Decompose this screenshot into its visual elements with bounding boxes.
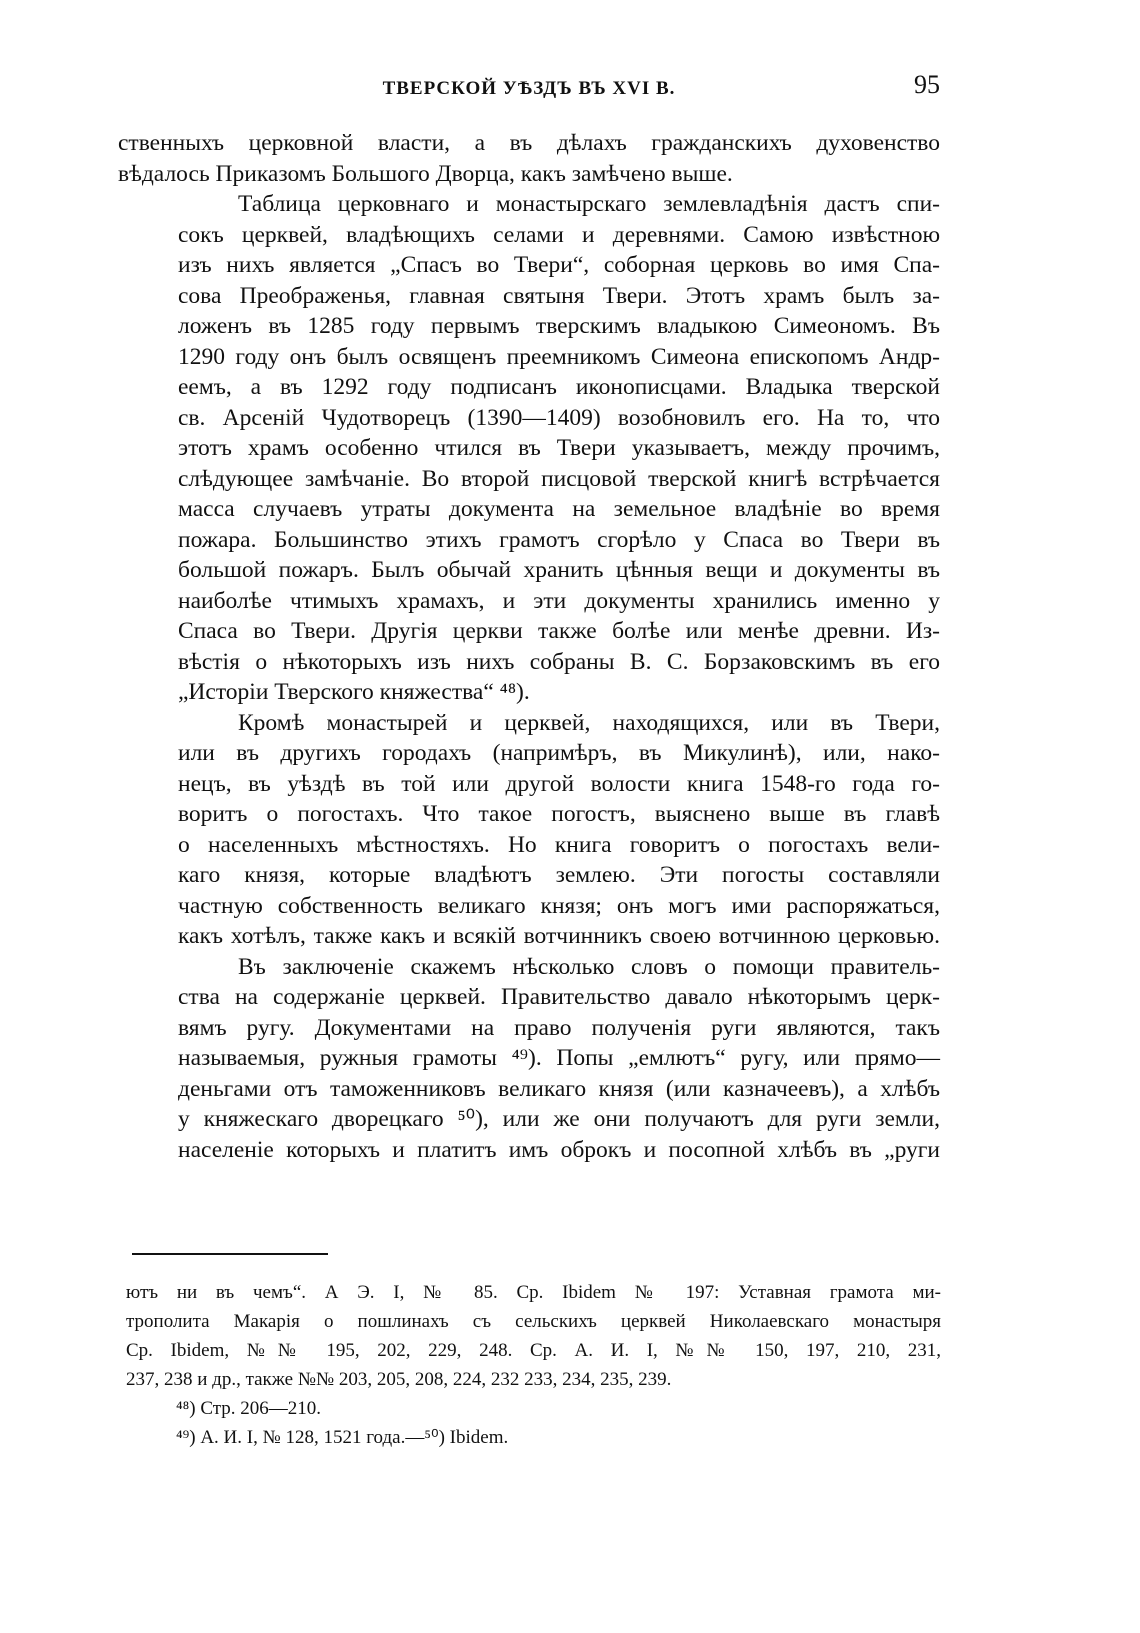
- body-text: [118, 128, 940, 1165]
- paragraph: [118, 708, 940, 952]
- text-line: св. Арсеній Чудотворецъ (1390—1409) возобновилъ его. На то, что: [178, 404, 940, 431]
- paragraph: [118, 128, 940, 189]
- text-line: воритъ о погостахъ. Что такое погостъ, выяснено выше въ главѣ: [178, 801, 940, 827]
- footnote-line: Ср. Ibidem, №№ 195, 202, 229, 248. Ср. А. И. I, №№ 150, 197, 210, 231,: [126, 1340, 941, 1361]
- text-line: этотъ храмъ особенно чтился въ Твери указываетъ, между прочимъ,: [178, 435, 940, 461]
- text-line: слѣдующее замѣчаніе. Во второй писцовой тверской книгѣ встрѣчается: [178, 465, 940, 492]
- footnote: [126, 1394, 941, 1423]
- footnote: [126, 1278, 941, 1394]
- text-line: ственныхъ церковной власти, а въ дѣлахъ гражданскихъ духовенство: [118, 130, 940, 156]
- text-line: какъ хотѣлъ, также какъ и всякій вотчинникъ своею вотчинною церковью.: [178, 923, 940, 949]
- page-number: 95: [914, 70, 940, 99]
- text-line: деньгами отъ таможенниковъ великаго князя (или казначеевъ), а хлѣбъ: [178, 1075, 940, 1102]
- text-line: вямъ ругу. Документами на право полученія руги являются, такъ: [178, 1014, 940, 1041]
- text-line: сокъ церквей, владѣющихъ селами и деревнями. Самою извѣстною: [178, 221, 940, 248]
- text-line: масса случаевъ утраты документа на земельное владѣніе во время: [178, 496, 940, 522]
- text-line: Въ заключеніе скажемъ нѣсколько словъ о помощи правитель-: [238, 953, 940, 980]
- paragraph: [118, 189, 940, 708]
- text-line: изъ нихъ является „Спасъ во Твери“, соборная церковь во имя Спа-: [178, 252, 940, 278]
- footnote-line: ⁴⁸) Стр. 206—210.: [176, 1398, 322, 1419]
- text-line: „Исторіи Тверского княжества“ ⁴⁸).: [178, 679, 530, 705]
- text-line: ства на содержаніе церквей. Правительство давало нѣкоторымъ церк-: [178, 984, 940, 1010]
- text-line: пожара. Большинство этихъ грамотъ сгорѣло у Спаса во Твери въ: [178, 526, 940, 553]
- footnote-rule: [132, 1253, 328, 1255]
- text-line: называемыя, ружныя грамоты ⁴⁹). Попы „емлютъ“ ругу, или прямо—: [178, 1045, 940, 1071]
- footnote: [126, 1423, 941, 1452]
- footnotes: [126, 1278, 941, 1452]
- text-line: наиболѣе чтимыхъ храмахъ, и эти документы хранились именно у: [178, 587, 940, 614]
- footnote-line: трополита Макарія о пошлинахъ съ сельскихъ церквей Николаевскаго монастыря: [126, 1311, 941, 1332]
- running-head-title: ТВЕРСКОЙ УѢЗДЪ ВЪ XVI В.: [382, 78, 676, 99]
- text-line: Спаса во Твери. Другія церкви также болѣе или менѣе древни. Из-: [178, 618, 940, 644]
- text-line: вѣдалось Приказомъ Большого Дворца, какъ замѣчено выше.: [118, 160, 733, 187]
- text-line: 1290 году онъ былъ освященъ преемникомъ Симеона епископомъ Андр-: [178, 343, 940, 370]
- text-line: Кромѣ монастырей и церквей, находящихся, или въ Твери,: [238, 709, 940, 736]
- footnote-line: ⁴⁹) А. И. I, № 128, 1521 года.—⁵⁰) Ibidem.: [176, 1427, 509, 1448]
- footnote-line: 237, 238 и др., также №№ 203, 205, 208, 224, 232 233, 234, 235, 239.: [126, 1369, 672, 1390]
- text-line: еемъ, а въ 1292 году подписанъ иконописцами. Владыка тверской: [178, 374, 940, 400]
- text-line: Таблица церковнаго и монастырскаго землевладѣнія дастъ спи-: [238, 191, 940, 217]
- text-line: населеніе которыхъ и платитъ имъ оброкъ и посопной хлѣбъ въ „руги: [178, 1136, 940, 1163]
- text-line: вѣстія о нѣкоторыхъ изъ нихъ собраны В. С. Борзаковскимъ въ его: [178, 648, 940, 675]
- paragraph: [118, 952, 940, 1166]
- text-line: частную собственность великаго князя; онъ могъ ими распоряжаться,: [178, 892, 940, 919]
- text-line: ложенъ въ 1285 году первымъ тверскимъ владыкою Симеономъ. Въ: [178, 313, 940, 339]
- text-line: сова Преображенья, главная святыня Твери. Этотъ храмъ былъ за-: [178, 282, 940, 309]
- text-line: о населенныхъ мѣстностяхъ. Но книга говоритъ о погостахъ вели-: [178, 831, 940, 858]
- text-line: нецъ, въ уѣздѣ въ той или другой волости книга 1548-го года го-: [178, 770, 940, 797]
- text-line: или въ другихъ городахъ (напримѣръ, въ Микулинѣ), или, нако-: [178, 740, 940, 766]
- text-line: у княжескаго дворецкаго ⁵⁰), или же они получаютъ для руги земли,: [178, 1106, 940, 1132]
- running-head: [118, 70, 940, 110]
- text-line: каго князя, которые владѣютъ землею. Эти погосты составляли: [178, 862, 940, 888]
- footnote-line: ютъ ни въ чемъ“. А Э. I, № 85. Ср. Ibidem № 197: Уставная грамота ми-: [126, 1282, 941, 1303]
- text-line: большой пожаръ. Былъ обычай хранить цѣнныя вещи и документы въ: [178, 557, 940, 583]
